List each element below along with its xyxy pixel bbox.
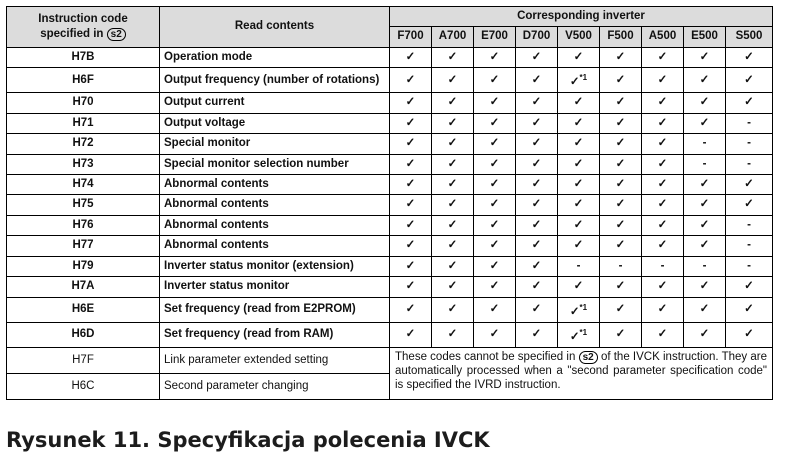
table-row <box>7 68 773 93</box>
support-cell: ✓ <box>432 277 474 297</box>
support-cell: ✓ <box>474 175 516 195</box>
support-cell: ✓ <box>726 47 773 67</box>
support-cell: ✓ <box>558 277 600 297</box>
special-codes-note <box>390 347 773 399</box>
support-cell: ✓ <box>516 175 558 195</box>
support-cell: - <box>726 256 773 276</box>
support-cell: - <box>726 154 773 174</box>
figure-caption: Rysunek 11. Specyfikacja polecenia IVCK <box>6 428 490 452</box>
table-row <box>7 195 773 215</box>
support-cell: ✓ <box>432 236 474 256</box>
support-cell: ✓ <box>600 236 642 256</box>
support-cell: ✓ <box>432 256 474 276</box>
support-cell: ✓ <box>516 113 558 133</box>
table-row <box>7 93 773 113</box>
instruction-code-table <box>6 6 773 400</box>
support-cell: ✓ <box>474 256 516 276</box>
support-cell: ✓ <box>390 322 432 347</box>
support-cell: ✓$^{*1}$ <box>558 297 600 322</box>
support-cell: ✓ <box>684 68 726 93</box>
support-cell: ✓ <box>432 47 474 67</box>
support-cell: ✓ <box>390 47 432 67</box>
support-cell: ✓ <box>516 68 558 93</box>
support-cell: ✓ <box>432 322 474 347</box>
support-cell: ✓ <box>474 134 516 154</box>
read-contents: Abnormal contents <box>160 175 390 195</box>
support-cell: ✓ <box>726 297 773 322</box>
support-cell: - <box>600 256 642 276</box>
support-cell: ✓ <box>726 322 773 347</box>
support-cell: - <box>558 256 600 276</box>
header-model-e700: E700 <box>474 27 516 47</box>
support-cell: ✓ <box>474 215 516 235</box>
support-cell: ✓ <box>600 195 642 215</box>
header-corresponding-inverter: Corresponding inverter <box>390 7 773 27</box>
read-contents: Output current <box>160 93 390 113</box>
support-cell: - <box>642 256 684 276</box>
support-cell: ✓ <box>558 195 600 215</box>
table-row <box>7 256 773 276</box>
support-cell: ✓ <box>516 322 558 347</box>
support-cell: ✓ <box>432 175 474 195</box>
support-cell: ✓ <box>474 47 516 67</box>
table-row <box>7 47 773 67</box>
read-contents: Set frequency (read from E2PROM) <box>160 297 390 322</box>
support-cell: - <box>684 154 726 174</box>
support-cell: ✓ <box>600 68 642 93</box>
support-cell: - <box>726 113 773 133</box>
header-model-a700: A700 <box>432 27 474 47</box>
read-contents: Inverter status monitor (extension) <box>160 256 390 276</box>
s2-symbol: s2 <box>107 28 126 41</box>
support-cell: ✓ <box>642 134 684 154</box>
support-cell: ✓ <box>600 47 642 67</box>
support-cell: - <box>726 134 773 154</box>
header-code-line1: Instruction code <box>38 12 128 25</box>
read-contents: Special monitor <box>160 134 390 154</box>
support-cell: ✓ <box>642 93 684 113</box>
support-cell: ✓ <box>558 236 600 256</box>
support-cell: ✓ <box>600 154 642 174</box>
support-cell: ✓ <box>642 322 684 347</box>
header-instruction-code <box>7 7 160 48</box>
support-cell: ✓ <box>390 134 432 154</box>
read-contents: Special monitor selection number <box>160 154 390 174</box>
support-cell: ✓ <box>642 113 684 133</box>
read-contents: Output frequency (number of rotations) <box>160 68 390 93</box>
read-contents: Second parameter changing <box>160 373 390 399</box>
support-cell: ✓ <box>390 175 432 195</box>
instruction-code: H74 <box>7 175 160 195</box>
support-cell: ✓ <box>642 68 684 93</box>
table-row <box>7 297 773 322</box>
table-row <box>7 215 773 235</box>
support-cell: ✓ <box>558 134 600 154</box>
support-cell: ✓ <box>684 236 726 256</box>
support-cell: ✓ <box>642 236 684 256</box>
support-cell: ✓ <box>516 195 558 215</box>
support-cell: ✓ <box>642 215 684 235</box>
instruction-code: H7B <box>7 47 160 67</box>
instruction-code: H7F <box>7 347 160 373</box>
support-cell: ✓ <box>474 236 516 256</box>
support-cell: ✓ <box>474 277 516 297</box>
support-cell: ✓ <box>432 93 474 113</box>
read-contents: Link parameter extended setting <box>160 347 390 373</box>
support-cell: ✓ <box>390 236 432 256</box>
support-cell: ✓ <box>726 68 773 93</box>
support-cell: ✓ <box>600 175 642 195</box>
support-cell: ✓ <box>474 154 516 174</box>
support-cell: ✓ <box>474 68 516 93</box>
support-cell: ✓ <box>474 322 516 347</box>
support-cell: ✓ <box>642 47 684 67</box>
support-cell: ✓ <box>558 113 600 133</box>
support-cell: ✓ <box>474 113 516 133</box>
support-cell: ✓ <box>684 47 726 67</box>
instruction-code: H73 <box>7 154 160 174</box>
support-cell: ✓ <box>642 297 684 322</box>
support-cell: ✓ <box>684 175 726 195</box>
table-row <box>7 113 773 133</box>
instruction-code: H72 <box>7 134 160 154</box>
support-cell: ✓ <box>600 297 642 322</box>
note-text-1: These codes cannot be specified in <box>395 350 576 363</box>
read-contents: Operation mode <box>160 47 390 67</box>
support-cell: ✓ <box>474 93 516 113</box>
table-row <box>7 154 773 174</box>
header-code-line2: specified in <box>40 27 104 40</box>
support-cell: ✓ <box>432 297 474 322</box>
table-row <box>7 134 773 154</box>
support-cell: ✓ <box>516 93 558 113</box>
support-cell: ✓ <box>600 113 642 133</box>
support-cell: ✓ <box>558 47 600 67</box>
instruction-code: H6E <box>7 297 160 322</box>
support-cell: - <box>726 215 773 235</box>
support-cell: ✓ <box>726 277 773 297</box>
instruction-code: H76 <box>7 215 160 235</box>
support-cell: ✓ <box>600 277 642 297</box>
support-cell: ✓$^{*1}$ <box>558 322 600 347</box>
support-cell: ✓ <box>516 134 558 154</box>
support-cell: ✓ <box>684 113 726 133</box>
support-cell: ✓ <box>684 322 726 347</box>
support-cell: - <box>684 134 726 154</box>
read-contents: Abnormal contents <box>160 215 390 235</box>
support-cell: ✓ <box>474 297 516 322</box>
support-cell: ✓ <box>474 195 516 215</box>
header-model-d700: D700 <box>516 27 558 47</box>
support-cell: ✓ <box>558 175 600 195</box>
table-row <box>7 175 773 195</box>
support-cell: ✓ <box>726 93 773 113</box>
support-cell: ✓ <box>516 47 558 67</box>
support-cell: ✓ <box>516 277 558 297</box>
header-read-contents: Read contents <box>160 7 390 48</box>
read-contents: Set frequency (read from RAM) <box>160 322 390 347</box>
support-cell: ✓ <box>642 277 684 297</box>
support-cell: ✓$^{*1}$ <box>558 68 600 93</box>
support-cell: ✓ <box>390 154 432 174</box>
table-row <box>7 236 773 256</box>
header-model-f700: F700 <box>390 27 432 47</box>
instruction-code: H77 <box>7 236 160 256</box>
support-cell: ✓ <box>516 236 558 256</box>
table-row <box>7 322 773 347</box>
instruction-code: H71 <box>7 113 160 133</box>
support-cell: ✓ <box>390 256 432 276</box>
instruction-code: H6F <box>7 68 160 93</box>
support-cell: ✓ <box>390 277 432 297</box>
support-cell: ✓ <box>684 93 726 113</box>
instruction-code: H6C <box>7 373 160 399</box>
support-cell: ✓ <box>432 134 474 154</box>
support-cell: ✓ <box>516 215 558 235</box>
support-cell: ✓ <box>558 93 600 113</box>
support-cell: ✓ <box>558 154 600 174</box>
support-cell: ✓ <box>390 113 432 133</box>
header-model-f500: F500 <box>600 27 642 47</box>
support-cell: ✓ <box>684 297 726 322</box>
read-contents: Inverter status monitor <box>160 277 390 297</box>
table-row <box>7 347 773 373</box>
instruction-code: H70 <box>7 93 160 113</box>
support-cell: ✓ <box>684 195 726 215</box>
header-model-a500: A500 <box>642 27 684 47</box>
header-model-v500: V500 <box>558 27 600 47</box>
support-cell: ✓ <box>600 134 642 154</box>
support-cell: ✓ <box>726 175 773 195</box>
support-cell: ✓ <box>642 154 684 174</box>
support-cell: ✓ <box>642 175 684 195</box>
instruction-code: H6D <box>7 322 160 347</box>
instruction-code: H75 <box>7 195 160 215</box>
support-cell: - <box>684 256 726 276</box>
support-cell: ✓ <box>432 195 474 215</box>
support-cell: ✓ <box>516 154 558 174</box>
support-cell: ✓ <box>390 93 432 113</box>
support-cell: ✓ <box>726 195 773 215</box>
header-model-s500: S500 <box>726 27 773 47</box>
support-cell: ✓ <box>684 215 726 235</box>
table-row <box>7 277 773 297</box>
instruction-code: H79 <box>7 256 160 276</box>
note-text-2: of the IVCK instruction. They are automatically processed when a "second parameter specification code" is specified the IVRD instruction. <box>395 350 767 391</box>
support-cell: ✓ <box>432 68 474 93</box>
support-cell: ✓ <box>600 215 642 235</box>
read-contents: Abnormal contents <box>160 195 390 215</box>
read-contents: Output voltage <box>160 113 390 133</box>
header-model-e500: E500 <box>684 27 726 47</box>
support-cell: ✓ <box>600 322 642 347</box>
support-cell: - <box>726 236 773 256</box>
support-cell: ✓ <box>432 215 474 235</box>
support-cell: ✓ <box>558 215 600 235</box>
support-cell: ✓ <box>390 68 432 93</box>
support-cell: ✓ <box>600 93 642 113</box>
support-cell: ✓ <box>432 154 474 174</box>
support-cell: ✓ <box>390 297 432 322</box>
support-cell: ✓ <box>516 256 558 276</box>
support-cell: ✓ <box>516 297 558 322</box>
support-cell: ✓ <box>432 113 474 133</box>
support-cell: ✓ <box>390 195 432 215</box>
support-cell: ✓ <box>684 277 726 297</box>
support-cell: ✓ <box>390 215 432 235</box>
s2-symbol: s2 <box>579 351 598 364</box>
support-cell: ✓ <box>642 195 684 215</box>
read-contents: Abnormal contents <box>160 236 390 256</box>
instruction-code: H7A <box>7 277 160 297</box>
